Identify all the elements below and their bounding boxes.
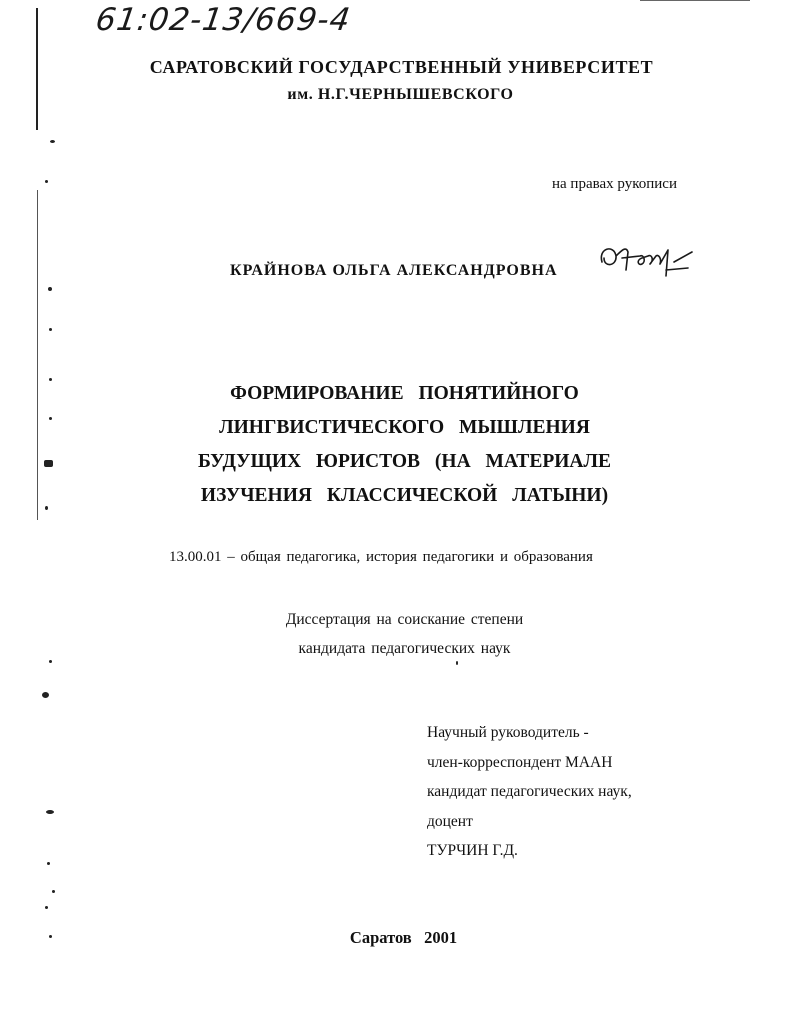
degree-statement (0, 605, 795, 663)
supervisor-name: ТУРЧИН Г.Д. (427, 842, 518, 859)
signature-image (596, 236, 700, 284)
author-name: КРАЙНОВА ОЛЬГА АЛЕКСАНДРОВНА (230, 262, 558, 279)
scan-speck (47, 862, 50, 865)
scan-speck (49, 328, 52, 331)
university-line-1: САРАТОВСКИЙ ГОСУДАРСТВЕННЫЙ УНИВЕРСИТЕТ (149, 57, 654, 77)
university-patronym (0, 86, 795, 104)
specialty-code: 13.00.01 – общая педагогика, история педагогики и образования (169, 549, 593, 565)
scan-speck (45, 180, 48, 183)
catalog-number: 61:02-13/669-4 (93, 2, 354, 38)
supervisor-rank: доцент (427, 812, 473, 830)
university-line-2: им. Н.Г.ЧЕРНЫШЕВСКОГО (287, 86, 514, 103)
title-line-4: ИЗУЧЕНИЯ КЛАССИЧЕСКОЙ ЛАТЫНИ) (200, 485, 609, 506)
scan-speck (42, 692, 49, 698)
scan-speck (48, 287, 52, 291)
manuscript-note: на правах рукописи (552, 176, 677, 192)
city-year: Саратов 2001 (349, 928, 458, 947)
supervisor-role: Научный руководитель - (427, 724, 589, 741)
university-name (0, 57, 795, 78)
supervisor-title: член-корреспондент МААН (427, 753, 613, 771)
dissertation-title (0, 377, 795, 513)
scan-speck (52, 890, 55, 893)
degree-line-2: кандидата педагогических наук (298, 640, 511, 657)
title-line-1: ФОРМИРОВАНИЕ ПОНЯТИЙНОГО (230, 383, 579, 404)
scan-speck (46, 810, 54, 814)
degree-line-1: Диссертация на соискание степени (285, 611, 524, 628)
scan-speck (45, 906, 48, 909)
scan-speck (50, 140, 55, 143)
scan-top-line (640, 0, 750, 1)
supervisor-block (427, 718, 632, 866)
title-line-2: ЛИНГВИСТИЧЕСКОГО МЫШЛЕНИЯ (219, 417, 590, 438)
title-line-3: БУДУЩИХ ЮРИСТОВ (НА МАТЕРИАЛЕ (197, 451, 612, 472)
supervisor-degree: кандидат педагогических наук, (427, 783, 632, 800)
